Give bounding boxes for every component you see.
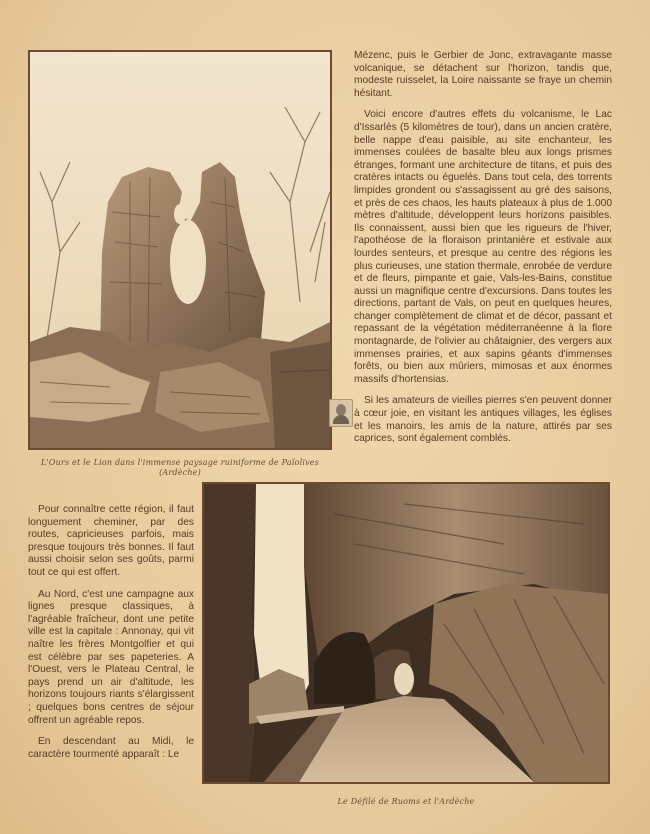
paragraph: En descendant au Midi, le caractère tourmenté apparaît : Le: [28, 736, 194, 760]
caption-gorge-photo: Le Défilé de Ruoms et l'Ardèche: [337, 797, 475, 806]
caption-rock-photo: L'Ours et le Lion dans l'immense paysage ruiniforme de Païolives (Ardèche): [40, 458, 320, 477]
paragraph: Pour connaître cette région, il faut longuement cheminer, par des routes, capricieuses parfois, mais presque toujours très bonnes. Il faut aussi choisir selon ses goûts, parmi tout ce qui est offert.: [28, 504, 194, 578]
rock-formation-illustration: [30, 52, 330, 448]
paragraph: Voici encore d'autres effets du volcanisme, le Lac d'Issarlès (5 kilomètres de tour), dans un ancien cratère, belle nappe d'eau paisible, au site enchanteur, les immenses coulées de basalte bleu aux longs prismes étranges, formant une architecture de titans, et puis des cratères intacts ou éguelés. Dans tout cela, des torrents limpides grondent ou s'assagissent au gré des saisons, et près de ces chaos, les hauts plateaux à plus de 1.000 mètres d'altitude, développent leurs horizons paisibles. Ils connaissent, aussi bien que les rigueurs de l'hiver, l'apothéose de la floraison printanière et estivale aux lourdes senteurs, et presque au centre des régions les plus curieuses, une station thermale, enrobée de verdure et de fleurs, pimpante et gaie, Vals-les-Bains, constitue aussi un magnifique centre d'excursions. Dans toutes les directions, partant de Vals, on peut en quelques heures, changer complètement de climat et de décor, passant et repassant de la végétation méditerranéenne à la flore montagnarde, de l'olivier au châtaignier, des vergers aux immenses prairies, et aux sapins géants d'immenses forêts, ou bien aux mûriers, mimosas et aux énormes massifs d'hortensias.: [354, 109, 612, 385]
library-stamp: [329, 399, 353, 427]
paragraph: Si les amateurs de vieilles pierres s'en peuvent donner à cœur joie, en visitant les antiques villages, les églises et les manoirs, les amis de la nature, attirés par ses caprices, sont également comblés.: [354, 395, 612, 445]
paragraph: Mézenc, puis le Gerbier de Jonc, extravagante masse volcanique, se détachent sur l'horizon, tandis que, modeste ruisselet, la Loire naissante se fraye un chemin hésitant.: [354, 50, 612, 99]
stamp-portrait-bust: [333, 415, 349, 424]
photo-rock-formation: [28, 50, 332, 450]
paragraph: Au Nord, c'est une campagne aux lignes presque classiques, à l'agréable fraîcheur, dont une petite ville est la capitale : Annonay, qui vit naître les frères Montgolfier et qui est célèbre par ses papeteries. A l'Ouest, vers le Plateau Central, le pays prend un air d'altitude, les horizons toujours riants s'élargissent ; quelques bons centres de séjour offrent un agréable repos.: [28, 588, 194, 726]
right-text-column: [354, 50, 612, 455]
photo-gorge-road: [202, 482, 610, 784]
left-text-column: [28, 504, 194, 770]
gorge-road-illustration: [204, 484, 608, 782]
